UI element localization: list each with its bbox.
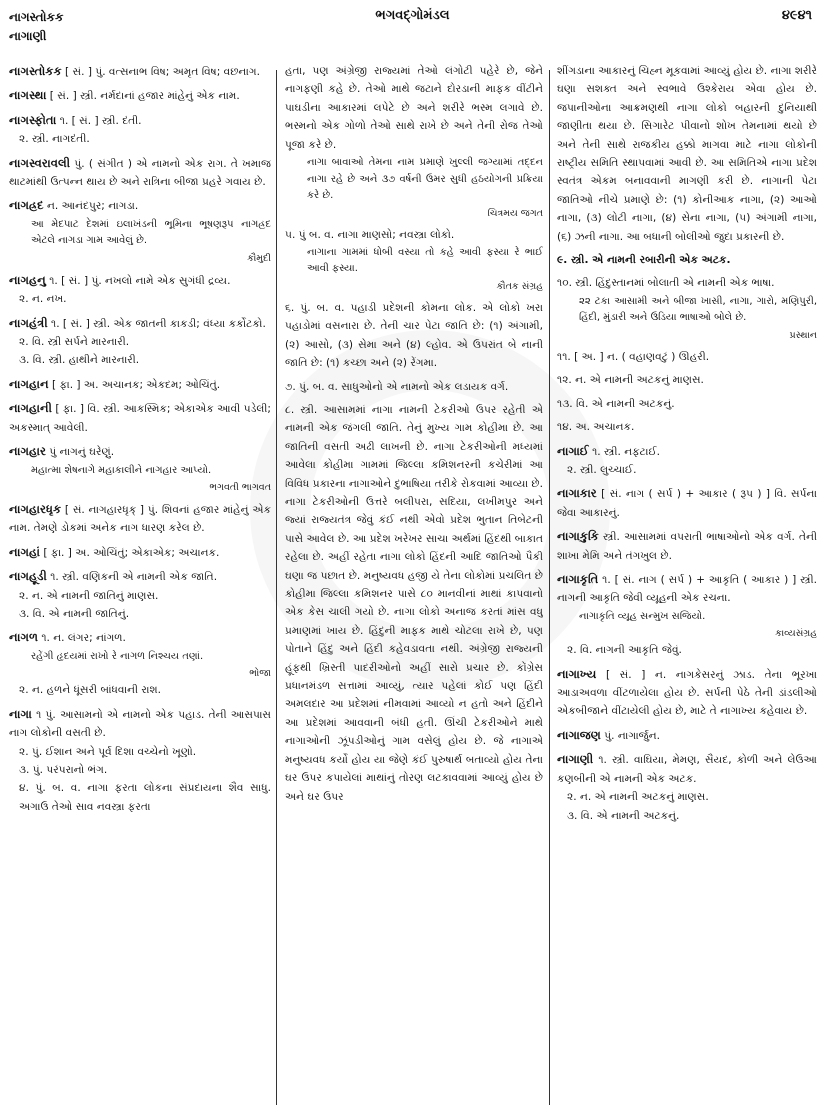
definition: [ સં. નાગહારધૃક્ ] પું. શિવનાં હજાર માંહેનું એક નામ. તેમણે ડોકમાં અનેક નાગ ધારણ કરેલ છે. (9, 504, 271, 535)
sub-sense: ૨. વિ. સ્ત્રી સર્પને મારનારી. (19, 336, 130, 349)
sense (557, 274, 817, 342)
guide-word-last: નાગાણી (9, 29, 47, 43)
sense-text: ૯. સ્ત્રી. એ નામની રબારીની એક અટક. (557, 254, 731, 267)
sense (557, 371, 817, 389)
sense (557, 348, 817, 366)
sense (285, 378, 543, 396)
sub-sense: ૨. સ્ત્રી. લુચ્ચાઈ. (567, 463, 637, 476)
definition: ૧. સ્ત્રી. વાઘિયા, મેમણ, સૈયદ, કોળી અને લેઉઆ કણબીની એ નામની એક અટક. (557, 754, 817, 785)
citation-source: કૌતક સંગ્રહ (496, 280, 543, 292)
citation-source: ભોજા (249, 668, 271, 680)
sub-sense: ૨. ન. નખ. (19, 293, 67, 306)
column-divider (549, 70, 550, 1105)
headword: નાગહનુ (9, 272, 46, 287)
definition: સ્ત્રી. આસામમાં વપરાતી ભાષાઓનો એક વર્ગ. તેની શાખા મેમિ અને તંગખુલ છે. (557, 531, 817, 562)
dictionary-entry (9, 628, 271, 699)
sense (557, 395, 817, 413)
dictionary-entry (9, 500, 271, 538)
headword: નાગહૂડી (9, 569, 47, 584)
definition: હતા, પણ અંગ્રેજી રાજ્યમાં તેઓ લંગોટી પહેરે છે, જેને નાગફણી કહે છે. તેઓ માથે જટાને દોરડાની માફક વીંટીને પાઘડીના આકારમાં લપેટે છે અને શરીરે ભસ્મ લગાવે છે. ભસ્મનો એક ગોળો તેઓ સાથે રાખે છે અને તેની રોજ તેઓ પૂજા કરે છે. (285, 65, 543, 151)
dictionary-entry (557, 750, 817, 825)
dictionary-entry (557, 665, 817, 721)
dictionary-entry (9, 196, 271, 265)
dictionary-entry (9, 86, 271, 105)
headword: નાગા (9, 706, 32, 721)
headword: નાગાણી (557, 752, 594, 767)
citation-quote: રહેંગી હૃદયમાં રાખો રે નાગળ નિશ્ચય તણાં. (31, 650, 204, 662)
sub-sense: ૨. સ્ત્રી. નાગદંતી. (19, 133, 90, 146)
definition: પું નાગનું ઘરેણું. (46, 446, 115, 459)
sub-sense: ૨. ન. એ નામની અટકનું માણસ. (567, 791, 709, 804)
dictionary-entry (9, 567, 271, 623)
dictionary-entry (9, 271, 271, 309)
sense-text: ૭. પું. બ. વ. સાધુઓનો એ નામનો એક લડાયક વર્ગ. (285, 380, 509, 393)
headword: નાગહાર (9, 444, 47, 459)
book-title: ભગવદ્ગોમંડલ (375, 8, 450, 23)
sub-sense: ૨. ન. હળને ધૂંસરી બાંધવાની રાશ. (19, 684, 161, 697)
column-1 (9, 62, 271, 1107)
sense (285, 226, 543, 294)
sense-text: ૧૦. સ્ત્રી. હિંદુસ્તાનમાં બોલાતી એ નામની એક ભાષા. (557, 277, 775, 290)
sub-sense: ૩. વિ. એ નામની અટકનું. (567, 809, 680, 822)
sub-sense: ૨. ન. એ નામની જાતિનું માણસ. (19, 589, 159, 602)
sense-text: ૧૩. વિ. એ નામની અટકનું. (557, 397, 675, 410)
headword: નાગાકુકિ (557, 529, 599, 544)
sense-text: ૫. પું બ. વ. નાગા માણસો; નવસ્ત્રા લોકો. (285, 228, 455, 241)
definition: પું. નાગાર્જુન. (600, 729, 660, 742)
continued-definition (557, 62, 817, 246)
definition: ન. આનંદપુર; નાગડા. (43, 200, 139, 213)
dictionary-entry (9, 543, 271, 562)
definition: [ ફા. ] અ. અચાનક; એકદમ; ઓચિંતું. (48, 378, 221, 391)
dictionary-entry (557, 442, 817, 480)
headword: નાગાકૃતિ (557, 571, 599, 586)
sense (557, 418, 817, 436)
dictionary-entry (9, 375, 271, 394)
citation-quote: નાગાના ગામમાં ધોબી વસ્યા તો કહે આવી ફસ્યા રે ભાઈ આવી ફસ્યા. (307, 246, 543, 275)
headword: નાગળ (9, 630, 38, 645)
sub-sense: ૪. પું. બ. વ. નાગા ફરતા લોકના સંપ્રદાયના શૈવ સાધુ. અગાઉ તેઓ સાવ નવસ્ત્રા ફરતા (19, 782, 271, 813)
citation-quote: ૨૨ ટકા આસામી અને બીજા ખાસી, નાગા, ગારો, મણિપુરી, હિંદી, મુંડારી અને ઉડિયા ભાષાઓ બોલે છે. (579, 295, 817, 324)
headword: નાગાકાર (557, 486, 597, 501)
sense-text: ૧૧. [ અ. ] ન. ( વહાણવટું ) ઊહરી. (557, 350, 710, 363)
headword: નાગસ્વરાવલી (9, 155, 71, 170)
headword: નાગાઈ (557, 443, 589, 458)
definition: ૧. ન. લંગર; નાંગળ. (38, 632, 126, 645)
definition: ૧. [ સં. નાગ ( સર્પ ) + આકૃતિ ( આકાર ) ] સ્ત્રી. નાગની આકૃતિ જેવી વ્યૂહની એક રચના. (557, 573, 817, 605)
headword: નાગાજણ (557, 727, 601, 742)
sense-text: ૧૪. અ. અચાનક. (557, 421, 635, 434)
definition: [ ફા. ] વિ. સ્ત્રી. આકસ્મિક; એકાએક આવી પડેલી; અકસ્માત્ આવેલી. (9, 403, 271, 434)
guide-word-first: નાગસ્તોકક (9, 10, 64, 24)
definition: ૧. [ સં. ] સ્ત્રી. એક જાતની કાકડી; વંધ્યા કર્કોટકો. (47, 317, 266, 330)
column-3 (557, 62, 817, 1107)
definition: પું. ( સંગીત ) એ નામનો એક રાગ. તે ખમાજ થાટમાંથી ઉત્પન્ન થાય છે અને રાત્રિના બીજા પ્રહરે ગવાય છે. (9, 157, 271, 189)
headword: નાગહાની (9, 401, 52, 416)
definition: ૧. [ સં. ] સ્ત્રી. દંતી. (56, 114, 142, 127)
citation-quote: આ મેદપાટ દેશમાં ઇલાખંડની ભૂમિના ભૂષણરૂપ નાગહ્રદ એટલે નાગડા ગામ આવેલું છે. (31, 218, 271, 247)
dictionary-entry (9, 314, 271, 370)
column-2 (285, 62, 543, 1107)
column-divider (276, 70, 277, 1105)
headword: નાગહાન (9, 376, 49, 391)
headword: નાગહારધૃક (9, 502, 62, 516)
sense (285, 401, 543, 806)
sub-sense: ૩. વિ. સ્ત્રી. હાથીને મારનારી. (19, 354, 140, 367)
sense-text: ૧૨. ન. એ નામની અટકનું માણસ. (557, 374, 704, 387)
citation-quote: મહાત્મા શેષનાગે મહાકાલીને નાગહાર આપ્યો. (31, 464, 212, 476)
sense (557, 251, 817, 269)
headword: નાગસ્તોકક (9, 64, 62, 78)
dictionary-entry (9, 111, 271, 149)
definition: ૧. સ્ત્રી. નફટાઈ. (588, 445, 660, 458)
dictionary-entry (557, 484, 817, 522)
dictionary-entry (9, 62, 271, 81)
citation-source: પ્રસ્થાન (789, 329, 817, 341)
definition: [ સં. ] ન. નાગકેસરનું ઝાડ. તેના ભૂરખા આડાઅવળા વીંટળાયેલા હોય છે. સર્પની પેઠે તેની ડાંડલીઓ એકબીજાને વીંટાયેલી હોય છે, માટે તે નાગાખ્ય કહેવાય છે. (557, 668, 817, 718)
headword: નાગસ્થા (9, 88, 47, 103)
definition: ૧. [ સં. ] પું. નખલો નામે એક સુગંધી દ્રવ્ય. (45, 274, 231, 287)
page-number: ૪૯૪૧ (781, 8, 812, 23)
definition: [ સં. નાગ ( સર્પ ) + આકાર ( રૂપ ) ] વિ. સર્પના જેવા આકારનું. (557, 488, 817, 519)
dictionary-entry (557, 527, 817, 565)
sub-sense: ૩. વિ. એ નામની જાતિનું. (19, 608, 130, 621)
dictionary-entry (9, 154, 271, 192)
dictionary-entry (557, 726, 817, 745)
definition: [ સં. ] સ્ત્રી. નર્મદાનાં હજાર માંહેનું એક નામ. (46, 90, 240, 103)
definition: ૧. સ્ત્રી. વણિકની એ નામની એક જાતિ. (46, 571, 218, 584)
citation-source: કાવ્યસંગ્રહ (775, 628, 817, 640)
sub-sense: ૩. પું. પરંપરાનો ભંગ. (19, 763, 108, 776)
dictionary-entry (9, 705, 271, 816)
sense-text: ૮. સ્ત્રી. આસામમાં નાગા નામની ટેકરીઓ ઉપર રહેતી એ નામની એક જંગલી જાતિ. તેનું મુખ્ય ગામ કોહીમા છે. આ જાતિની વસતી અઢી લાખની છે. નાગા ટેકરીઓની મધ્યમાં આવેલા કોહીમા ગામમાં જિલ્લા કમિશનરની કચેરીમાં આ વિવિધ પ્રકારના નાગાઓને દુભાષિયા તરીકે રોકવામાં આવ્યા છે. નાગા ટેકરીઓની ઉત્તરે બલીપરા, સદિયા, લખીમપુર અને જ્યાં રાજ્યતંત્ર જેવું કંઈ નથી એવો પ્રદેશ ભુતાન તિબેટની પાસે આવેલ છે. આ પ્રદેશ ખરેખર સાચા અર્થમાં હિંદથી બાકાત રહેલા છે. અહીં રહેતા નાગા લોકો હિંદની આદિ જાતિઓ પૈકી ઘણા જ પછાત છે. મનુષ્યવધ હજી યે તેના લોકોમાં પ્રચલિત છે કોહીમા જિલ્લા કમિશનર પાસે ૮૦ માનવીનાં માથાં કાપવાનો એક કેસ ચાલી ગયો છે. નાગા લોકો અનાજ કરતાં માંસ વધુ પ્રમાણમાં ખાય છે. હિંદુની માફક માથે ચોટલા રાખે છે, પણ પોતાને હિંદુ અને હિંદી કહેવડાવતા નથી. અંગ્રેજી રાજ્યની હૂંફથી ખ્રિસ્તી પાદરીઓનો અહીં સારો પ્રચાર છે. કોંગ્રેસ પ્રધાનમંડળ સત્તામાં આવ્યું, ત્યાર પહેલાં કોઈ પણ હિંદી અમલદાર આ પ્રદેશમાં નીમવામાં આવ્યો ન હતો અને હિંદીને આ પ્રદેશમાં આવવાની બંધી હતી. ઊંચી ટેકરીઓને માથે નાગાઓની ઝૂંપડીઓનું ગામ વસેલું હોય છે. જે નાગાએ મનુષ્યવધ કર્યો હોય યા જેણે કંઈ પુરુષાર્થ બતાવ્યો હોય તેના ઘર ઉપર કપાયેલાં માથાંનું તોરણ લટકાવવામાં આવ્યું હોય છે અને ઘર ઉપર (285, 403, 543, 803)
headword: નાગહાં (9, 544, 41, 559)
dictionary-entry (9, 399, 271, 437)
dictionary-entry (9, 442, 271, 495)
headword: નાગહંત્રી (9, 315, 48, 330)
headword: નાગસ્ફોતા (9, 112, 57, 127)
definition: [ ફા. ] અ. ઓચિંતું; એકાએક; અચાનક. (40, 546, 220, 559)
headword: નાગાખ્ય (557, 666, 597, 681)
continued-definition (285, 62, 543, 221)
citation-source: ભગવતી ભાગવત (209, 482, 271, 493)
headword: નાગહ્રદ (9, 198, 44, 213)
sense (285, 299, 543, 373)
definition: શીંગડાના આકારનું ચિહ્ન મૂકવામાં આવ્યું હોય છે. નાગા શરીરે ઘણા સશક્ત અને સ્વભાવે ઉશ્કેરાય એવા હોય છે. જપાનીઓના આક્રમણથી નાગા લોકો બહારની દુનિયાથી જાણીતા થયા છે. સિગારેટ પીવાનો શોખ તેમનામાં થયો છે અને તેની સાથે રાજકીય હક્કો માગવા માટે નાગા લોકોની રાષ્ટ્રીય સમિતિ સ્થાપવામાં આવી છે. આ સમિતિએ નાગા પ્રદેશ સ્વતંત્ર એકમ બનાવવાની માગણી કરી છે. નાગાની પેટા જાતિઓ નીચે પ્રમાણે છે: (૧) કોનીઆક નાગા, (૨) આઓ નાગા, (૩) લોટી નાગા, (૪) સેના નાગા, (૫) અંગામી નાગા, (૬) ઝની નાગા. આ બધાની બોલીઓ જુદા પ્રકારની છે. (557, 65, 817, 243)
sub-sense: ૨. પું. ઈશાન અને પૂર્વ દિશા વચ્ચેનો ખૂણો. (19, 745, 197, 758)
sub-sense: ૨. વિ. નાગની આકૃતિ જેવું. (567, 644, 682, 657)
definition: [ સં. ] પું. વત્સનાભ વિષ; અમૃત વિષ; વછનાગ. (61, 66, 261, 78)
dictionary-entry (557, 570, 817, 660)
definition: ૧ પું. આસામનો એ નામનો એક પહાડ. તેની આસપાસ નાગ લોકોની વસતી છે. (9, 708, 271, 740)
citation-quote: નાગાકૃતિ વ્યૂહ સન્મુખ સજિયો. (579, 610, 706, 622)
citation-quote: નાગા બાવાઓ તેમના નામ પ્રમાણે ખુલ્લી જગ્યામાં તદ્દન નાગા રહે છે અને ૩૭ વર્ષની ઉમર સુધી હઠયોગની પ્રક્રિયા કરે છે. (307, 157, 543, 202)
citation-source: ચિત્રમય જગત (487, 207, 543, 219)
page-header (0, 0, 825, 62)
sense-text: ૬. પું. બ. વ. પહાડી પ્રદેશની કોમના લોક. એ લોકો ખરા પહાડોમાં વસનારા છે. તેની ચાર પેટા જાતિ છે: (૧) અંગામી, (૨) આસો, (૩) સેમા અને (૪) લ્હોવ. એ ઉપરાંત બે નાની જાતિ છે: (૧) કચ્છા અને (૨) રેંગમા. (285, 301, 543, 370)
citation-source: કૌમુદી (247, 252, 271, 264)
